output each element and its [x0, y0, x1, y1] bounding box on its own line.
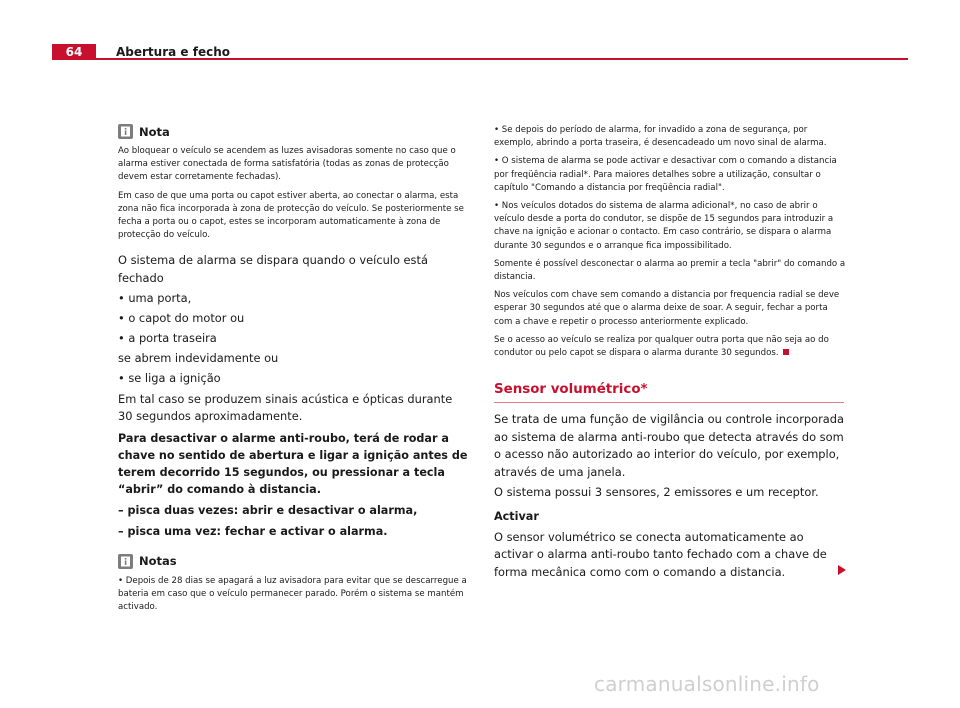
note-heading — [118, 124, 470, 139]
bullet-item: • se liga a ignição — [118, 371, 221, 386]
alarm-paragraph-last — [494, 334, 846, 360]
page-number: 64 — [52, 44, 96, 60]
bullet-item: • a porta traseira — [118, 331, 217, 346]
section-title: Sensor volumétrico* — [494, 382, 648, 398]
alarm-paragraph: Nos veículos com chave sem comando a distancia por frequencia radial se deve esperar 30 segundos até que o alarma deixe de soar. A seguir, fechar a porta com a chave e repetir o processo anteriormente explicado. — [494, 290, 840, 327]
right-column — [494, 124, 846, 584]
notes-heading — [118, 554, 470, 569]
note-paragraph: Em caso de que uma porta ou capot estiver aberta, ao conectar o alarma, esta zona não fica incorporada à zona de protecção do veículo. Se posteriormente se fecha a porta ou o capot, estes se incorporam automaticamente à zona de protecção do veículo. — [118, 190, 464, 241]
info-icon — [118, 554, 133, 569]
alarm-paragraph: • Nos veículos dotados do sistema de alarma adicional*, no caso de abrir o veículo desde a porta do condutor, se dispõe de 15 segundos para introduzir a chave na ignição e acionar o contacto. Em caso contrário, se dispara o alarma durante 30 segundos e o arranque fica impossibilitado. — [494, 201, 834, 251]
continue-arrow-icon — [838, 565, 846, 575]
bullet-item: • o capot do motor ou — [118, 311, 245, 326]
note-paragraph: Ao bloquear o veículo se acendem as luzes avisadoras somente no caso que o alarma estiver conectada de forma satisfatória (todas as zonas de protecção devem estar corretamente fechadas). — [118, 146, 456, 183]
bullet-item: • uma porta, — [118, 291, 192, 306]
watermark: carmanualsonline.info — [594, 672, 820, 696]
info-icon — [118, 124, 133, 139]
subsection-title: Activar — [494, 509, 539, 523]
bold-instruction: Para desactivar o alarme anti-roubo, terá de rodar a chave no sentido de abertura e ligar a ignição antes de terem decorrido 15 segundos, ou pressionar a tecla “abrir” do comando à distancia. — [118, 431, 468, 496]
alarm-paragraph-text: Se o acesso ao veículo se realiza por qualquer outra porta que não seja ao do condutor ou pelo capot se dispara o alarma durante 30 segundos. — [494, 334, 829, 359]
body-text: O sistema de alarma se dispara quando o veículo está fechado — [118, 253, 428, 286]
bold-instruction: – pisca uma vez: fechar e activar o alarma. — [118, 524, 388, 538]
section-body: O sistema possui 3 sensores, 2 emissores e um receptor. — [494, 485, 819, 500]
chapter-title: Abertura e fecho — [116, 45, 230, 59]
section-rule — [494, 402, 844, 403]
header-rule — [52, 58, 908, 60]
body-text: se abrem indevidamente ou — [118, 351, 279, 366]
bold-instruction: – pisca duas vezes: abrir e desactivar o alarma, — [118, 503, 418, 517]
notes-paragraph: • Depois de 28 dias se apagará a luz avisadora para evitar que se descarregue a bateria em caso que o veículo permanecer parado. Porém o sistema se mantém activado. — [118, 575, 467, 613]
alarm-paragraph: Somente é possível desconectar o alarma ao premir a tecla "abrir" do comando a distancia. — [494, 258, 846, 283]
body-text: Em tal caso se produzem sinais acústica e ópticas durante 30 segundos aproximadamente. — [118, 391, 453, 424]
alarm-paragraph: • Se depois do período de alarma, for invadido a zona de segurança, por exemplo, abrindo a porta traseira, é desencadeado um novo sinal de alarma. — [494, 125, 827, 149]
subsection-body: O sensor volumétrico se conecta automaticamente ao activar o alarma anti-roubo tanto fechado com a chave de forma mecânica como com o comando a distancia. — [494, 529, 827, 579]
notes-title: Notas — [139, 554, 177, 569]
section-body: Se trata de uma função de vigilância ou controle incorporada ao sistema de alarma anti-roubo que detecta através do som o acesso não autorizado ao interior do veículo, por exemplo, através de uma janela. — [494, 412, 844, 480]
alarm-paragraph: • O sistema de alarma se pode activar e desactivar com o comando a distancia por freqüência radial*. Para maiores detalhes sobre a utilização, consultar o capítulo "Comando a distancia por freqüência radial". — [494, 156, 837, 193]
left-column — [118, 124, 470, 619]
end-of-section-marker — [783, 349, 789, 355]
note-title: Nota — [139, 124, 170, 139]
